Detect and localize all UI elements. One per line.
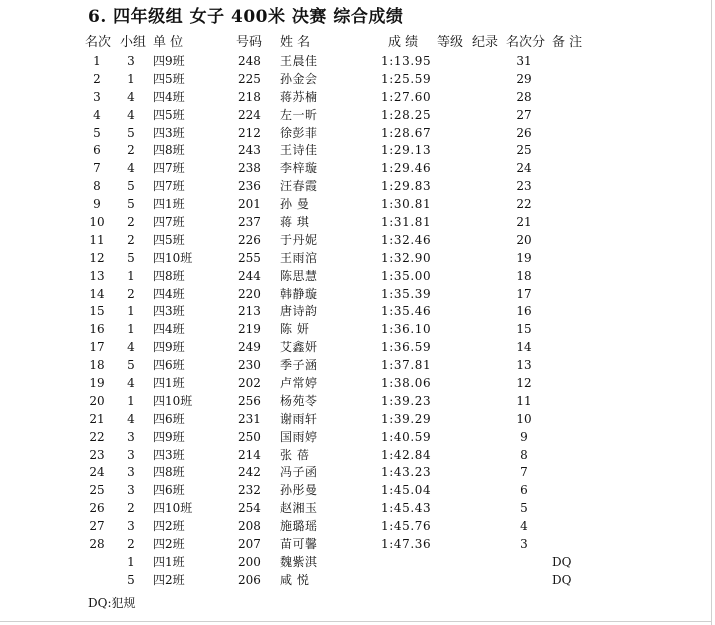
- cell-unit: 四4班: [153, 322, 185, 337]
- cell-rank: 11: [89, 232, 105, 247]
- cell-result: 1:29.46: [381, 161, 432, 176]
- header-points: 名次分: [506, 35, 546, 50]
- cell-rank: 21: [89, 411, 105, 426]
- cell-name: 孙 曼: [280, 197, 310, 212]
- cell-number: 202: [238, 376, 261, 391]
- cell-points: 26: [516, 125, 532, 140]
- cell-rank: 23: [89, 447, 105, 462]
- cell-group: 2: [127, 501, 135, 516]
- cell-number: 220: [238, 286, 261, 301]
- cell-name: 汪春霞: [280, 179, 318, 194]
- cell-unit: 四5班: [153, 107, 185, 122]
- table-header: [0, 31, 715, 49]
- table-row: [0, 554, 715, 572]
- cell-result: 1:29.83: [381, 179, 432, 194]
- cell-points: 9: [520, 429, 528, 444]
- cell-unit: 四3班: [153, 304, 185, 319]
- cell-number: 238: [238, 161, 261, 176]
- cell-name: 徐彭菲: [280, 125, 318, 140]
- cell-rank: 24: [89, 465, 105, 480]
- cell-name: 咸 悦: [280, 572, 310, 587]
- table-row: [0, 196, 715, 214]
- cell-group: 3: [127, 447, 135, 462]
- cell-name: 孙彤曼: [280, 483, 318, 498]
- cell-result: 1:45.76: [381, 519, 432, 534]
- header-note: 备 注: [552, 35, 583, 50]
- cell-name: 唐诗韵: [280, 304, 318, 319]
- cell-group: 3: [127, 465, 135, 480]
- cell-points: 19: [516, 250, 532, 265]
- header-rank: 名次: [85, 35, 112, 50]
- cell-points: 10: [516, 411, 532, 426]
- table-row: [0, 214, 715, 232]
- cell-points: 15: [516, 322, 532, 337]
- table-row: [0, 89, 715, 107]
- cell-unit: 四4班: [153, 89, 185, 104]
- table-row: [0, 447, 715, 465]
- cell-group: 3: [127, 483, 135, 498]
- cell-group: 4: [127, 376, 135, 391]
- cell-rank: 15: [89, 304, 105, 319]
- cell-result: 1:35.46: [381, 304, 432, 319]
- table-row: [0, 375, 715, 393]
- cell-result: 1:25.59: [381, 71, 432, 86]
- cell-name: 季子涵: [280, 358, 318, 373]
- cell-unit: 四5班: [153, 232, 185, 247]
- cell-group: 4: [127, 340, 135, 355]
- cell-rank: 20: [89, 393, 105, 408]
- cell-group: 5: [127, 250, 135, 265]
- cell-result: 1:36.10: [381, 322, 432, 337]
- cell-name: 赵湘玉: [280, 501, 318, 516]
- header-record: 纪录: [472, 35, 499, 50]
- cell-points: 20: [516, 232, 532, 247]
- cell-result: 1:27.60: [381, 89, 432, 104]
- cell-name: 王雨涫: [280, 250, 318, 265]
- cell-group: 1: [127, 304, 135, 319]
- cell-number: 256: [238, 393, 261, 408]
- cell-number: 200: [238, 554, 261, 569]
- cell-points: 5: [520, 501, 528, 516]
- cell-unit: 四9班: [153, 340, 185, 355]
- cell-note: DQ: [552, 572, 572, 587]
- cell-unit: 四1班: [153, 554, 185, 569]
- cell-group: 2: [127, 537, 135, 552]
- cell-unit: 四10班: [153, 393, 193, 408]
- table-row: [0, 160, 715, 178]
- cell-group: 5: [127, 572, 135, 587]
- table-row: [0, 107, 715, 125]
- cell-unit: 四7班: [153, 161, 185, 176]
- cell-unit: 四4班: [153, 286, 185, 301]
- cell-rank: 19: [89, 376, 105, 391]
- cell-group: 3: [127, 429, 135, 444]
- cell-name: 张 蓓: [280, 447, 310, 462]
- header-group: 小组: [120, 35, 147, 50]
- cell-name: 魏紫淇: [280, 554, 318, 569]
- cell-group: 4: [127, 89, 135, 104]
- cell-result: 1:35.00: [381, 268, 432, 283]
- cell-unit: 四6班: [153, 483, 185, 498]
- cell-unit: 四10班: [153, 501, 193, 516]
- cell-group: 5: [127, 197, 135, 212]
- cell-group: 2: [127, 215, 135, 230]
- table-row: [0, 357, 715, 375]
- cell-group: 4: [127, 107, 135, 122]
- cell-unit: 四2班: [153, 572, 185, 587]
- cell-name: 谢雨轩: [280, 411, 318, 426]
- cell-name: 陈思慧: [280, 268, 318, 283]
- table-row: [0, 411, 715, 429]
- table-row: [0, 393, 715, 411]
- cell-group: 4: [127, 411, 135, 426]
- cell-points: 27: [516, 107, 532, 122]
- header-result: 成 绩: [388, 35, 419, 50]
- cell-result: 1:37.81: [381, 358, 432, 373]
- table-row: [0, 482, 715, 500]
- cell-result: 1:31.81: [381, 215, 432, 230]
- cell-rank: 9: [93, 197, 101, 212]
- cell-number: 232: [238, 483, 261, 498]
- cell-result: 1:43.23: [381, 465, 432, 480]
- cell-unit: 四3班: [153, 447, 185, 462]
- cell-unit: 四6班: [153, 411, 185, 426]
- cell-points: 22: [516, 197, 532, 212]
- cell-number: 206: [238, 572, 261, 587]
- cell-unit: 四3班: [153, 125, 185, 140]
- cell-points: 24: [516, 161, 532, 176]
- cell-rank: 17: [89, 340, 105, 355]
- cell-group: 5: [127, 358, 135, 373]
- cell-points: 3: [520, 537, 528, 552]
- cell-rank: 5: [93, 125, 101, 140]
- cell-rank: 28: [89, 537, 105, 552]
- cell-result: 1:39.23: [381, 393, 432, 408]
- cell-number: 236: [238, 179, 261, 194]
- cell-number: 244: [238, 268, 261, 283]
- cell-number: 243: [238, 143, 261, 158]
- cell-result: 1:40.59: [381, 429, 432, 444]
- cell-name: 左一昕: [280, 107, 318, 122]
- cell-number: 219: [238, 322, 261, 337]
- cell-unit: 四9班: [153, 54, 185, 68]
- cell-name: 于丹妮: [280, 232, 318, 247]
- cell-rank: 3: [93, 89, 101, 104]
- cell-name: 孙金会: [280, 71, 318, 86]
- cell-unit: 四8班: [153, 268, 185, 283]
- cell-result: 1:13.95: [381, 54, 432, 68]
- cell-result: 1:32.90: [381, 250, 432, 265]
- cell-result: 1:30.81: [381, 197, 432, 212]
- cell-rank: 10: [89, 215, 105, 230]
- cell-points: 6: [520, 483, 528, 498]
- cell-result: 1:39.29: [381, 411, 432, 426]
- cell-number: 213: [238, 304, 261, 319]
- cell-name: 王诗佳: [280, 143, 318, 158]
- table-row: [0, 500, 715, 518]
- cell-points: 28: [516, 89, 532, 104]
- table-row: [0, 250, 715, 268]
- cell-group: 2: [127, 286, 135, 301]
- cell-points: 16: [516, 304, 532, 319]
- cell-rank: 27: [89, 519, 105, 534]
- cell-group: 1: [127, 268, 135, 283]
- cell-rank: 6: [93, 143, 101, 158]
- cell-name: 苗可馨: [280, 537, 318, 552]
- cell-number: 249: [238, 340, 261, 355]
- cell-rank: 4: [93, 107, 101, 122]
- cell-number: 201: [238, 197, 261, 212]
- cell-result: 1:28.25: [381, 107, 432, 122]
- cell-number: 214: [238, 447, 261, 462]
- cell-group: 5: [127, 179, 135, 194]
- cell-group: 1: [127, 393, 135, 408]
- table-row: [0, 321, 715, 339]
- cell-name: 国雨婷: [280, 429, 318, 444]
- cell-unit: 四7班: [153, 215, 185, 230]
- table-row: [0, 464, 715, 482]
- cell-name: 王晨佳: [280, 54, 318, 68]
- cell-unit: 四2班: [153, 537, 185, 552]
- table-row: [0, 518, 715, 536]
- cell-number: 224: [238, 107, 261, 122]
- cell-points: 8: [520, 447, 528, 462]
- cell-result: 1:45.43: [381, 501, 432, 516]
- cell-rank: 2: [93, 71, 101, 86]
- cell-rank: 8: [93, 179, 101, 194]
- table-row: [0, 232, 715, 250]
- cell-group: 2: [127, 232, 135, 247]
- cell-rank: 25: [89, 483, 105, 498]
- cell-number: 255: [238, 250, 261, 265]
- cell-group: 3: [127, 519, 135, 534]
- cell-name: 艾鑫妍: [280, 340, 318, 355]
- table-row: [0, 178, 715, 196]
- cell-rank: 18: [89, 358, 105, 373]
- table-row: [0, 286, 715, 304]
- cell-points: 14: [516, 340, 532, 355]
- cell-group: 4: [127, 161, 135, 176]
- cell-points: 18: [516, 268, 532, 283]
- table-row: [0, 572, 715, 590]
- cell-number: 242: [238, 465, 261, 480]
- cell-points: 25: [516, 143, 532, 158]
- cell-rank: 16: [89, 322, 105, 337]
- cell-result: 1:47.36: [381, 537, 432, 552]
- header-level: 等级: [437, 35, 464, 50]
- table-row: [0, 268, 715, 286]
- header-unit: 单 位: [153, 35, 184, 50]
- cell-unit: 四8班: [153, 465, 185, 480]
- cell-rank: 14: [89, 286, 105, 301]
- cell-result: 1:36.59: [381, 340, 432, 355]
- cell-points: 4: [520, 519, 528, 534]
- cell-points: 12: [516, 376, 532, 391]
- cell-group: 1: [127, 322, 135, 337]
- cell-rank: 12: [89, 250, 105, 265]
- cell-number: 208: [238, 519, 261, 534]
- cell-name: 卢常婷: [280, 376, 318, 391]
- cell-unit: 四5班: [153, 71, 185, 86]
- cell-group: 1: [127, 71, 135, 86]
- cell-note: DQ: [552, 554, 572, 569]
- cell-result: 1:45.04: [381, 483, 432, 498]
- cell-unit: 四6班: [153, 358, 185, 373]
- table-row: [0, 125, 715, 143]
- cell-name: 杨苑苓: [280, 393, 318, 408]
- cell-unit: 四8班: [153, 143, 185, 158]
- cell-result: 1:28.67: [381, 125, 432, 140]
- cell-group: 5: [127, 125, 135, 140]
- cell-rank: 26: [89, 501, 105, 516]
- cell-name: 韩静璇: [280, 286, 318, 301]
- cell-number: 248: [238, 54, 261, 68]
- cell-number: 254: [238, 501, 261, 516]
- header-number: 号码: [236, 35, 263, 50]
- table-row: [0, 303, 715, 321]
- cell-group: 2: [127, 143, 135, 158]
- footnote: DQ:犯规: [88, 596, 136, 610]
- cell-name: 李梓璇: [280, 161, 318, 176]
- cell-number: 226: [238, 232, 261, 247]
- cell-number: 237: [238, 215, 261, 230]
- cell-points: 23: [516, 179, 532, 194]
- cell-unit: 四7班: [153, 179, 185, 194]
- table-row: [0, 429, 715, 447]
- cell-name: 冯子函: [280, 465, 318, 480]
- cell-result: 1:35.39: [381, 286, 432, 301]
- cell-points: 31: [516, 54, 532, 68]
- cell-number: 231: [238, 411, 261, 426]
- cell-rank: 13: [89, 268, 105, 283]
- cell-number: 225: [238, 71, 261, 86]
- header-name: 姓 名: [280, 35, 311, 50]
- cell-unit: 四9班: [153, 429, 185, 444]
- cell-result: 1:38.06: [381, 376, 432, 391]
- cell-unit: 四2班: [153, 519, 185, 534]
- cell-number: 218: [238, 89, 261, 104]
- cell-number: 250: [238, 429, 261, 444]
- cell-group: 3: [127, 54, 135, 68]
- cell-result: 1:32.46: [381, 232, 432, 247]
- table-row: [0, 536, 715, 554]
- cell-rank: 7: [93, 161, 101, 176]
- table-row: [0, 339, 715, 357]
- cell-unit: 四1班: [153, 376, 185, 391]
- cell-points: 29: [516, 71, 532, 86]
- cell-points: 21: [516, 215, 532, 230]
- cell-number: 212: [238, 125, 261, 140]
- cell-name: 陈 妍: [280, 322, 310, 337]
- cell-points: 11: [516, 393, 532, 408]
- cell-number: 230: [238, 358, 261, 373]
- cell-result: 1:29.13: [381, 143, 432, 158]
- cell-unit: 四1班: [153, 197, 185, 212]
- page-title: 6. 四年级组 女子 400米 决赛 综合成绩: [88, 7, 404, 27]
- cell-result: 1:42.84: [381, 447, 432, 462]
- results-table: [0, 53, 715, 590]
- page-border-bottom: [0, 621, 712, 622]
- cell-points: 13: [516, 358, 532, 373]
- table-row: [0, 53, 715, 71]
- cell-points: 17: [516, 286, 532, 301]
- cell-unit: 四10班: [153, 250, 193, 265]
- cell-points: 7: [520, 465, 528, 480]
- cell-rank: 22: [89, 429, 105, 444]
- cell-group: 1: [127, 554, 135, 569]
- cell-name: 施璐瑶: [280, 519, 318, 534]
- table-row: [0, 142, 715, 160]
- cell-rank: 1: [93, 54, 101, 68]
- cell-name: 蒋苏楠: [280, 89, 318, 104]
- table-row: [0, 71, 715, 89]
- cell-name: 蒋 琪: [280, 215, 310, 230]
- cell-number: 207: [238, 537, 261, 552]
